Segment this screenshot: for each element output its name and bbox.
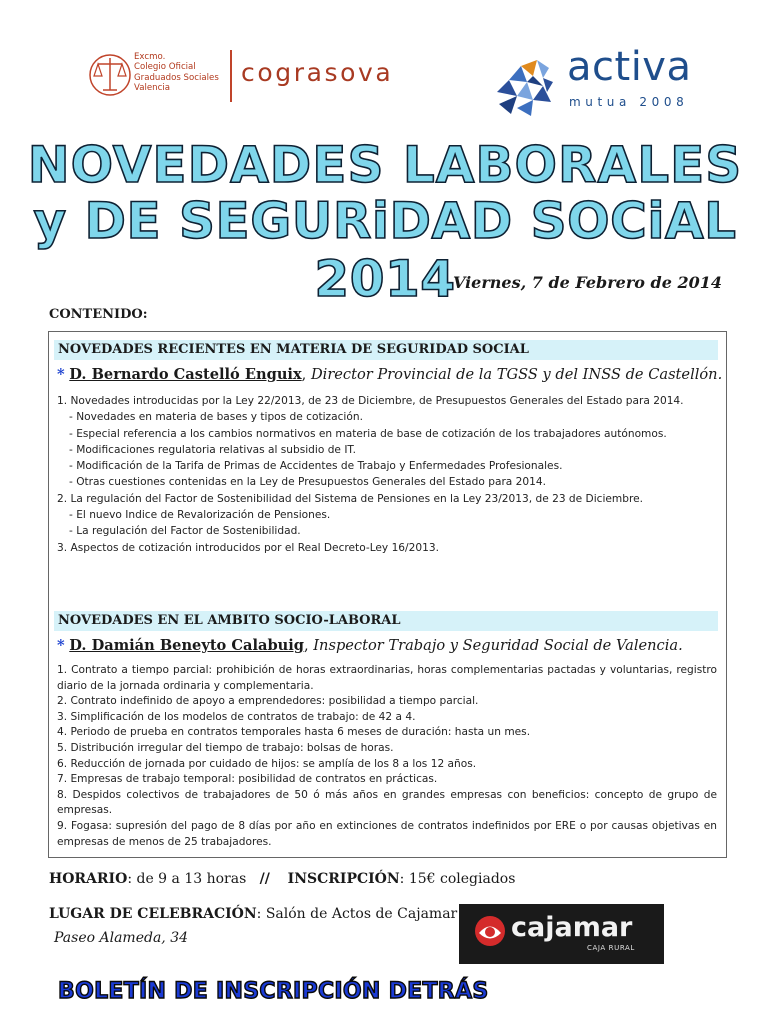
section1-items [57, 393, 717, 556]
speaker-name: D. Bernardo Castelló Enguix [69, 366, 302, 383]
address: Paseo Alameda, 34 [54, 930, 189, 946]
event-date: Viernes, 7 de Febrero de 2014 [452, 273, 722, 292]
cajamar-logo [459, 904, 664, 964]
speaker-name: D. Damián Beneyto Calabuig [69, 637, 305, 654]
activa-mutua-logo [487, 46, 717, 120]
list-item: 1. Contrato a tiempo parcial: prohibición de horas extraordinarias, horas complementarias pactadas y voluntarias, registro diario de la jornada ordinaria y complementaria. [57, 664, 717, 692]
list-item: 3. Aspectos de cotización introducidos por el Real Decreto-Ley 16/2013. [57, 541, 439, 554]
list-item: - Novedades en materia de bases y tipos de cotización. [69, 411, 363, 424]
colegio-graduados-logo [88, 46, 438, 108]
scales-of-justice-icon [88, 48, 132, 102]
logo-divider [230, 50, 232, 102]
activa-subtitle: mutua 2008 [569, 95, 689, 109]
list-item: 9. Fogasa: supresión del pago de 8 días por año en extinciones de contratos indefinidos por ERE o por causas objetivas en empresas de menos de 25 trabajadores. [57, 819, 717, 848]
separator: // [259, 871, 270, 887]
list-item: - Especial referencia a los cambios normativos en materia de base de cotización de los trabajadores autónomos. [69, 427, 667, 440]
horario-value: : de 9 a 13 horas [127, 871, 247, 887]
lugar-line [49, 906, 457, 922]
horario-line [49, 871, 515, 887]
list-item: 7. Empresas de trabajo temporal: posibilidad de contratos en prácticas. [57, 773, 438, 786]
asterisk: * [57, 366, 65, 383]
activa-wordmark: activa [567, 44, 692, 90]
list-item: 6. Reducción de jornada por cuidado de hijos: se amplía de los 8 a los 12 años. [57, 757, 477, 770]
section2-speaker: * D. Damián Beneyto Calabuig, Inspector Trabajo y Seguridad Social de Valencia. [57, 637, 683, 654]
lugar-value: : Salón de Actos de Cajamar [256, 906, 458, 922]
section2-heading: NOVEDADES EN EL AMBITO SOCIO-LABORAL [54, 611, 718, 631]
list-item: - Modificaciones regulatoria relativas al subsidio de IT. [69, 443, 357, 456]
list-item: - El nuevo Indice de Revalorización de Pensiones. [69, 509, 331, 522]
content-box [48, 331, 727, 858]
lugar-label: LUGAR DE CELEBRACIÓN [49, 906, 257, 922]
list-item: 8. Despidos colectivos de trabajadores de 50 ó más años en grandes empresas con beneficios: concepto de grupo de empresas. [57, 788, 717, 817]
list-item: - La regulación del Factor de Sostenibilidad. [69, 525, 301, 538]
asterisk: * [57, 637, 65, 654]
list-item: 4. Periodo de prueba en contratos temporales hasta 6 meses de duración: hasta un mes. [57, 726, 531, 739]
main-title-line1: NOVEDADES LABORALES [27, 136, 743, 194]
cajamar-subtitle: CAJA RURAL [587, 944, 635, 952]
speaker-role: Inspector Trabajo y Seguridad Social de Valencia. [313, 637, 683, 654]
list-item: 5. Distribución irregular del tiempo de trabajo: bolsas de horas. [57, 741, 394, 754]
colegio-name: Excmo. Colegio Oficial Graduados Sociales Valencia [134, 52, 219, 94]
list-item: 2. La regulación del Factor de Sostenibilidad del Sistema de Pensiones en la Ley 23/2013, de 23 de Diciembre. [57, 492, 643, 505]
list-item: - Modificación de la Tarifa de Primas de Accidentes de Trabajo y Enfermedades Profesionales. [69, 460, 563, 473]
inscripcion-value: : 15€ colegiados [399, 871, 516, 887]
cograsova-wordmark: cograsova [241, 58, 394, 87]
speaker-role: Director Provincial de la TGSS y del INSS de Castellón. [310, 366, 723, 383]
section2-items [57, 663, 717, 850]
activa-mosaic-icon [487, 52, 561, 118]
section1-speaker: * D. Bernardo Castelló Enguix, Director Provincial de la TGSS y del INSS de Castellón. [57, 366, 723, 383]
list-item: 3. Simplificación de los modelos de contratos de trabajo: de 42 a 4. [57, 710, 416, 723]
list-item: - Otras cuestiones contenidas en la Ley de Presupuestos Generales del Estado para 2014. [69, 476, 546, 489]
cajamar-wordmark: cajamar [511, 912, 633, 943]
cajamar-emblem-icon [473, 914, 507, 948]
main-title-line2: y DE SEGURiDAD SOCiAL 2014 [33, 192, 737, 308]
contenido-label: CONTENIDO: [49, 307, 148, 322]
list-item: 2. Contrato indefinido de apoyo a emprendedores: posibilidad a tiempo parcial. [57, 695, 479, 708]
boletin-notice: BOLETÍN DE INSCRIPCIÓN DETRÁS [58, 979, 489, 1004]
list-item: 1. Novedades introducidas por la Ley 22/2013, de 23 de Diciembre, de Presupuestos Generales del Estado para 2014. [57, 395, 684, 407]
section1-heading: NOVEDADES RECIENTES EN MATERIA DE SEGURIDAD SOCIAL [54, 340, 718, 360]
horario-label: HORARIO [49, 871, 128, 887]
inscripcion-label: INSCRIPCIÓN [287, 871, 400, 887]
